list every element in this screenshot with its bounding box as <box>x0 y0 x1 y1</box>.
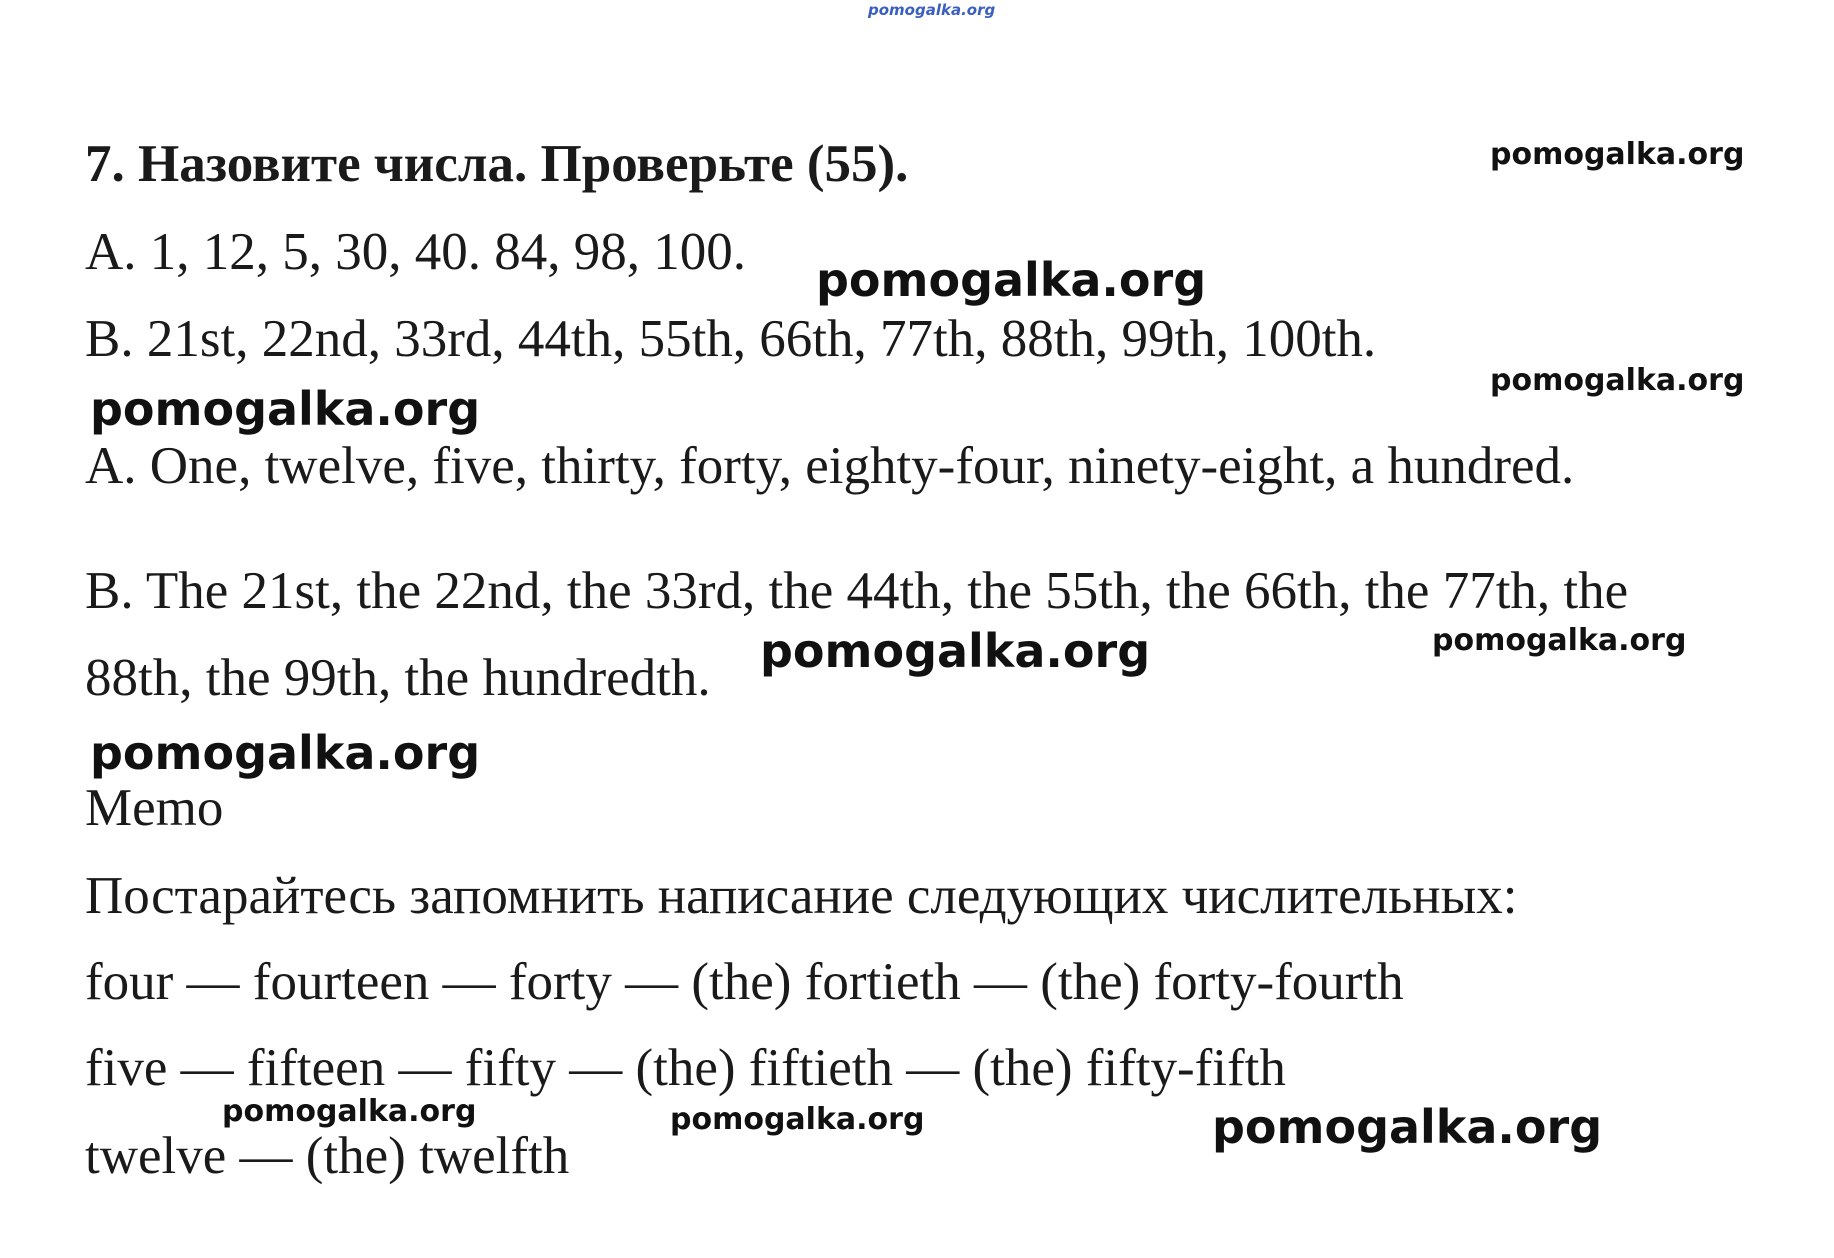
memo-line-four: four — fourteen — forty — (the) fortieth — (the) forty-fourth <box>85 953 1404 1011</box>
answer-a: A. One, twelve, five, thirty, forty, eighty-four, ninety-eight, a hundred. <box>85 437 1575 495</box>
memo-line-twelve: twelve — (the) twelfth <box>85 1127 570 1185</box>
task-a: A. 1, 12, 5, 30, 40. 84, 98, 100. <box>85 223 747 281</box>
watermark-bottom-right: pomogalka.org <box>1212 1100 1603 1154</box>
watermark-top: pomogalka.org <box>868 1 996 19</box>
watermark-right-1: pomogalka.org <box>1490 137 1745 172</box>
answer-b-line-1: B. The 21st, the 22nd, the 33rd, the 44th, the 55th, the 66th, the 77th, the <box>85 562 1629 620</box>
watermark-center-1: pomogalka.org <box>816 253 1207 307</box>
watermark-center-2: pomogalka.org <box>760 624 1151 678</box>
watermark-bottom-left: pomogalka.org <box>222 1094 477 1129</box>
watermark-left-2: pomogalka.org <box>90 726 481 780</box>
task-b: B. 21st, 22nd, 33rd, 44th, 55th, 66th, 77th, 88th, 99th, 100th. <box>85 310 1377 368</box>
watermark-left-1: pomogalka.org <box>90 382 481 436</box>
watermark-right-2: pomogalka.org <box>1490 363 1745 398</box>
exercise-heading: 7. Назовите числа. Проверьте (55). <box>85 135 909 193</box>
memo-line-five: five — fifteen — fifty — (the) fiftieth — (the) fifty-fifth <box>85 1039 1286 1097</box>
answer-b-line-2: 88th, the 99th, the hundredth. <box>85 649 711 707</box>
watermark-bottom-center: pomogalka.org <box>670 1102 925 1137</box>
watermark-right-3: pomogalka.org <box>1432 623 1687 658</box>
memo-instruction: Постарайтесь запомнить написание следующих числительных: <box>85 867 1518 925</box>
memo-title: Memo <box>85 779 224 837</box>
